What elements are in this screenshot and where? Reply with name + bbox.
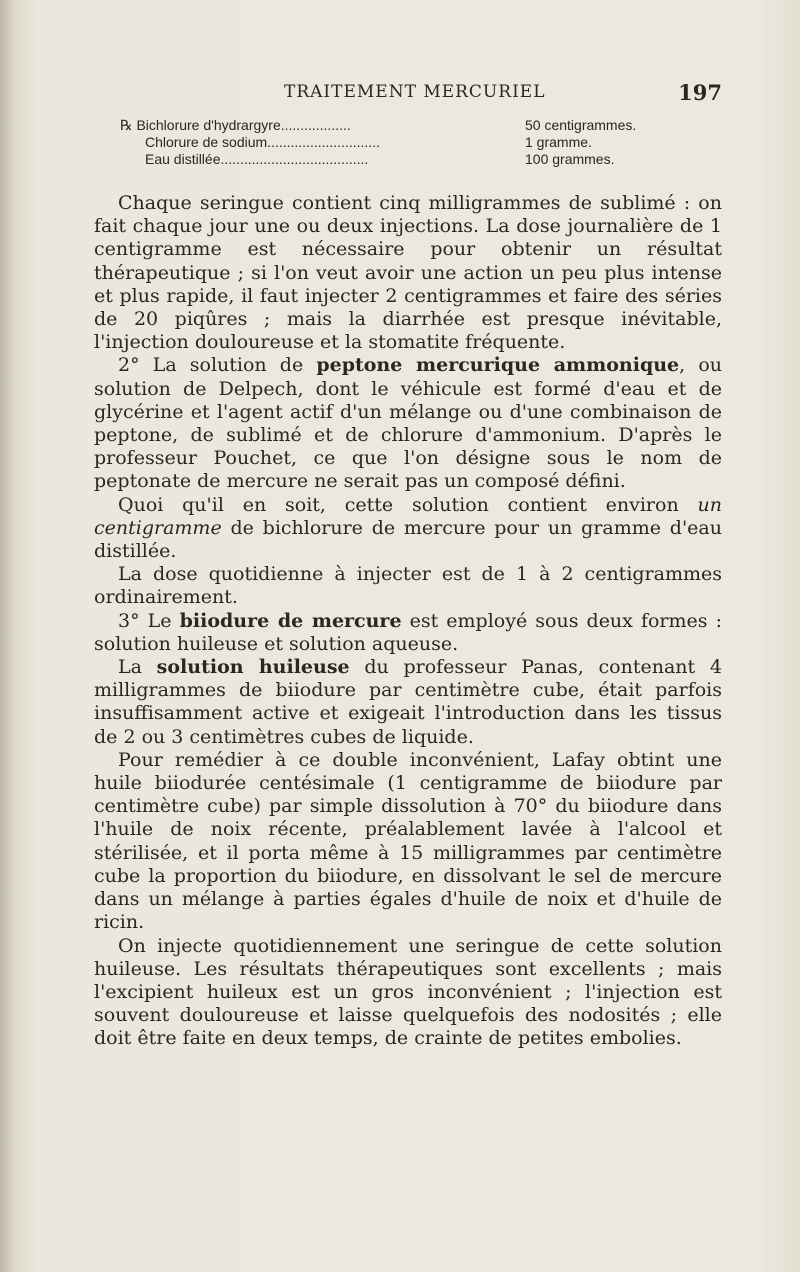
running-head: TRAITEMENT MERCURIEL: [284, 82, 546, 102]
page-binding-edge: [0, 0, 14, 1272]
formula-row: [120, 151, 720, 168]
formula-row: [120, 117, 720, 134]
formula-ingredient: Eau distillée......................................: [145, 151, 369, 167]
body-text: [94, 192, 722, 1051]
page-number: 197: [678, 80, 722, 105]
formula-quantity: 1 gramme.: [525, 134, 592, 150]
paragraph: Chaque seringue contient cinq milligrammes de sublimé : on fait chaque jour une ou deux injections. La dose journalière de 1 centigramme est nécessaire pour obtenir un résultat thérapeutique ; si l'on veut avoir une action un peu plus intense et plus rapide, il faut injecter 2 centigrammes et faire des séries de 20 piqûres ; mais la diarrhée est presque inévitable, l'injection douloureuse et la stomatite fréquente.: [94, 192, 722, 354]
formula-row: [120, 134, 720, 151]
formula-quantity: 50 centigrammes.: [525, 117, 637, 133]
paragraph: 2° La solution de peptone mercurique ammonique, ou solution de Delpech, dont le véhicule est formé d'eau et de glycérine et l'agent actif d'un mélange ou d'une combinaison de peptone, de sublimé et de chlorure d'ammonium. D'après le professeur Pouchet, ce que l'on désigne sous le nom de peptonate de mercure ne serait pas un composé défini.: [94, 354, 722, 493]
paragraph: 3° Le biiodure de mercure est employé sous deux formes : solution huileuse et solution aqueuse.: [94, 609, 722, 655]
paragraph: La dose quotidienne à injecter est de 1 à 2 centigrammes ordinairement.: [94, 563, 722, 609]
bold-term: biiodure de mercure: [179, 609, 402, 632]
paragraph: La solution huileuse du professeur Panas, contenant 4 milligrammes de biiodure par centimètre cube, était parfois insuffisamment active et exigeait l'introduction dans les tissus de 2 ou 3 centimètres cubes de liquide.: [94, 656, 722, 748]
paragraph: Pour remédier à ce double inconvénient, Lafay obtint une huile biiodurée centésimale (1 centigramme de biiodure par centimètre cube) par simple dissolution à 70° du biiodure dans l'huile de noix récente, préalablement lavée à l'alcool et stérilisée, et il porta même à 15 milligrammes par centimètre cube la proportion du biiodure, en dissolvant le sel de mercure dans un mélange à parties égales d'huile de noix et d'huile de ricin.: [94, 748, 722, 934]
formula-quantity: 100 grammes.: [525, 151, 615, 167]
formula-ingredient: Chlorure de sodium.............................: [145, 134, 380, 150]
paragraph: On injecte quotidiennement une seringue de cette solution huileuse. Les résultats thérapeutiques sont excellents ; mais l'excipient huileux est un gros inconvénient ; l'injection est souvent douloureuse et laisse quelquefois des nodosités ; elle doit être faite en deux temps, de crainte de petites embolies.: [94, 934, 722, 1050]
paragraph: Quoi qu'il en soit, cette solution contient environ un centigramme de bichlorure de mercure pour un gramme d'eau distillée.: [94, 493, 722, 563]
bold-term: solution huileuse: [156, 656, 350, 679]
prescription-formula: [120, 117, 720, 168]
page-header: [94, 80, 722, 110]
bold-term: peptone mercurique ammonique: [316, 354, 680, 377]
formula-ingredient: ℞ Bichlorure d'hydrargyre..................: [120, 117, 351, 133]
italic-term: un centigramme: [94, 493, 722, 539]
